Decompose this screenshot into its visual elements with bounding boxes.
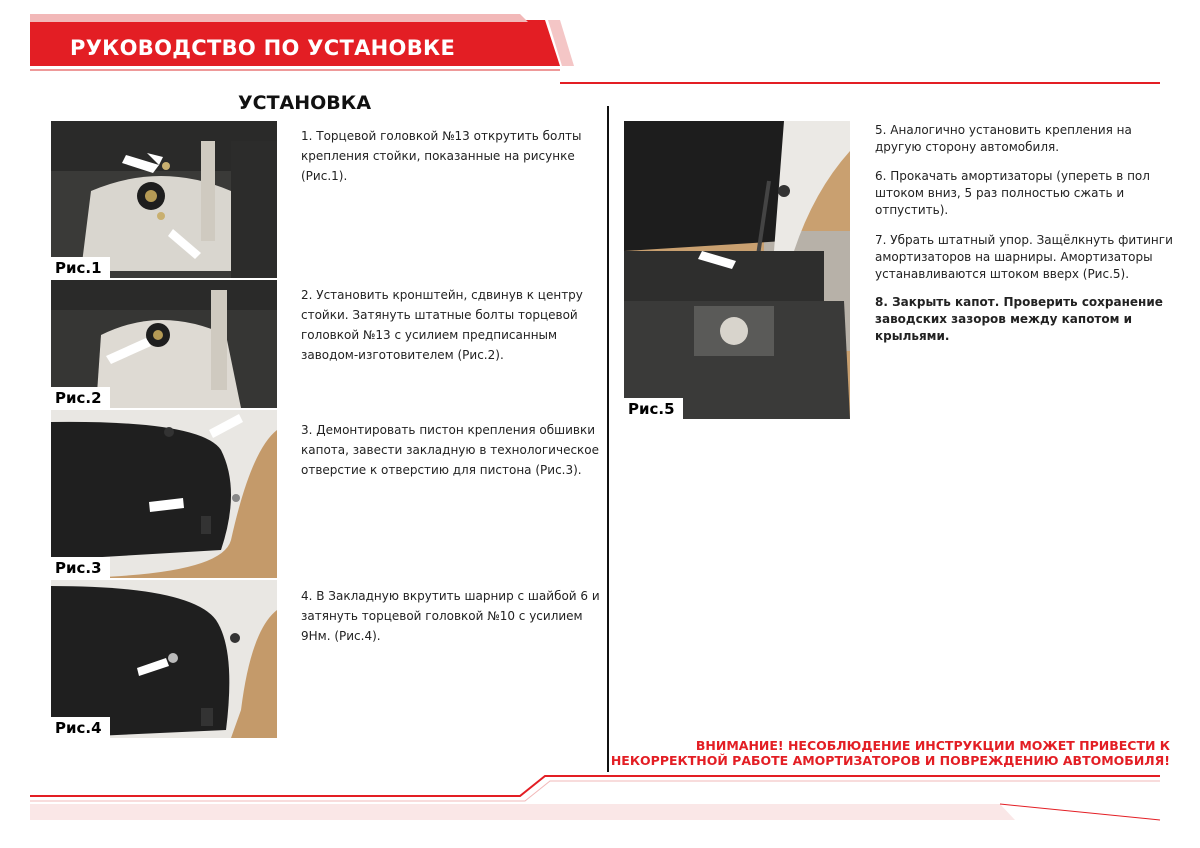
step-2: 2. Установить кронштейн, сдвинув к центру стойки. Затянуть штатные болты торцевой головкой №13 с усилием предписанным заводом-изготовителем (Рис.2). <box>301 288 583 362</box>
step-8: 8. Закрыть капот. Проверить сохранение заводских зазоров между капотом и крыльями. <box>875 295 1163 343</box>
footer-slash <box>1000 804 1160 820</box>
figure-2-photo <box>51 280 277 408</box>
step-7: 7. Убрать штатный упор. Защёлкнуть фитинги амортизаторов на шарниры. Амортизаторы устанавливаются штоком вверх (Рис.5). <box>875 233 1173 281</box>
step-1: 1. Торцевой головкой №13 открутить болты крепления стойки, показанные на рисунке (Рис.1). <box>301 129 582 183</box>
footer-rule-top <box>30 776 1160 796</box>
page-title: РУКОВОДСТВО ПО УСТАНОВКЕ <box>70 36 456 60</box>
figure-1-photo <box>51 121 277 278</box>
step-6: 6. Прокачать амортизаторы (упереть в пол штоком вниз, 5 раз полностью сжать и отпустить). <box>875 169 1150 217</box>
figure-4-caption: Рис.4 <box>51 717 110 738</box>
header-light-stripe <box>30 14 528 22</box>
figure-2-caption: Рис.2 <box>51 387 110 408</box>
step-5: 5. Аналогично установить крепления на другую сторону автомобиля. <box>875 123 1132 154</box>
step-4: 4. В Закладную вкрутить шарнир с шайбой 6 и затянуть торцевой головкой №10 с усилием 9Нм. (Рис.4). <box>301 589 600 643</box>
figure-5-caption: Рис.5 <box>624 398 683 419</box>
figure-3-photo <box>51 410 277 578</box>
warning-text: ВНИМАНИЕ! НЕСОБЛЮДЕНИЕ ИНСТРУКЦИИ МОЖЕТ ПРИВЕСТИ К НЕКОРРЕКТНОЙ РАБОТЕ АМОРТИЗАТОРОВ И ПОВРЕЖДЕНИЮ АВТОМОБИЛЯ! <box>610 738 1170 768</box>
footer-band <box>30 804 1015 820</box>
section-title: УСТАНОВКА <box>238 92 372 114</box>
figure-5-photo <box>624 121 850 419</box>
figure-4-illustration <box>51 580 277 738</box>
step-3: 3. Демонтировать пистон крепления обшивки капота, завести закладную в технологическое отверстие к отверстию для пистона (Рис.3). <box>301 423 600 477</box>
figure-1-caption: Рис.1 <box>51 257 110 278</box>
figure-1-illustration <box>51 121 277 278</box>
footer-banner <box>0 770 1200 830</box>
footer-rule-light <box>30 781 1160 801</box>
figure-5-illustration <box>624 121 850 419</box>
figure-3-illustration <box>51 410 277 578</box>
column-divider <box>607 106 609 772</box>
figure-4-photo <box>51 580 277 738</box>
figure-3-caption: Рис.3 <box>51 557 110 578</box>
